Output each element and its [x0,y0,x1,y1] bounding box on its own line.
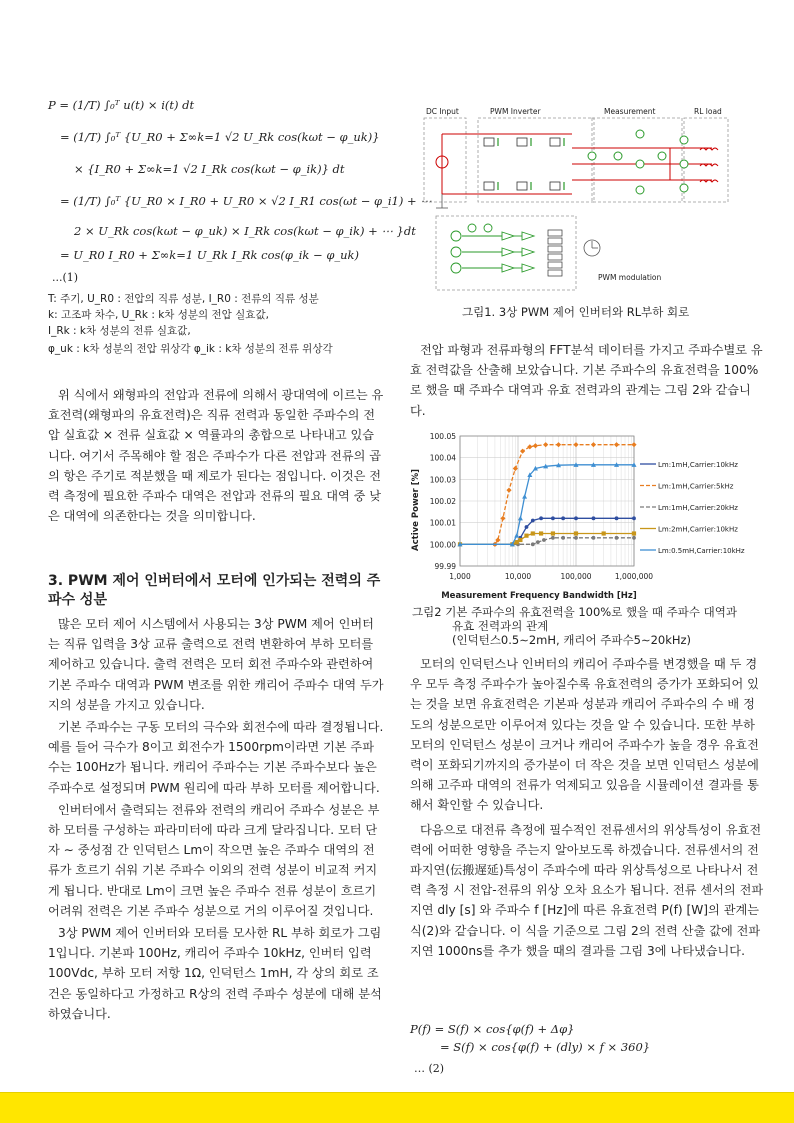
data-point [513,466,518,471]
data-point [631,442,636,447]
legend-label: Lm:1mH,Carrier:5kHz [658,482,734,491]
data-point [632,516,636,520]
data-point [518,516,523,521]
section-3-title: 3. PWM 제어 인버터에서 모터에 인가되는 전력의 주파수 성분 [48,573,381,608]
eq2-line1: P(f) = S(f) × cos{φ(f) + Δφ} [410,1022,575,1036]
data-point [551,516,555,520]
data-point [539,516,543,520]
data-point [573,442,578,447]
eq2-number: … (2) [414,1062,445,1075]
x-tick-label: 1,000 [449,572,471,581]
data-point [533,443,538,448]
figure-1-circuit [422,104,734,294]
data-point [531,542,535,546]
caption-line: 그림2 기본 주파수의 유효전력을 100%로 했을 때 주파수 대역과 [412,605,737,619]
right-body [410,654,765,961]
data-point [524,534,528,538]
eq1-line4: = (1/T) ∫₀ᵀ {U_R0 × I_R0 + U_R0 × √2 I_R1 cos(ωt − φ_i1) + ⋯ [60,194,432,208]
data-point [615,516,619,520]
x-tick-label: 1,000,000 [614,572,654,581]
label-pwm-modulation: PWM modulation [598,273,662,282]
right-paragraph-1 [410,340,765,421]
y-tick-label: 100.01 [429,518,456,528]
data-point [515,540,519,544]
x-tick-label: 10,000 [504,572,532,581]
paragraph-text: 모터의 인덕턴스나 인버터의 캐리어 주파수를 변경했을 때 두 경우 모두 측정 주파수가 높아질수록 유효전력의 증가가 포화되어 있는 것을 보면 유효전력은 기본파 성분과 캐리어 주파수의 수 배 정도의 성분으로만 이루어져 있다는 것을 알 수 있습니다. 또한 부하 모터의 인덕턴스 성분이 크거나 캐리어 주파수가 높을 경우 유효전력이 포화되기까지의 증가분이 더 작은 것을 보면 인덕턴스 성분에 의해 고주파 대역의 전류가 억제되고 있음을 시뮬레이션 결과를 통해서 확인할 수 있습니다. [410,657,759,813]
symbol-definitions [48,291,388,357]
label-measurement: Measurement [604,107,656,116]
data-point [522,494,527,499]
data-point [551,531,555,535]
paragraph-text: 전압 파형과 전류파형의 FFT분석 데이터를 가지고 주파수별로 유효 전력값을 산출해 보았습니다. 기본 주파수의 유효전력을 100%로 했을 때 주파수 대역과 유효 전력과의 관계는 그림 2와 같습니다. [410,343,763,418]
figure-2-caption [412,605,737,647]
data-point [536,540,540,544]
paragraph-text: 기본 주파수는 구동 모터의 극수와 회전수에 따라 결정됩니다. 예를 들어 극수가 8이고 회전수가 1500rpm이라면 기본 주파수는 100Hz가 됩니다. 캐리어 주파수는 기본 주파수보다 높은 주파수로 설정되며 PWM 원리에 따라 부하 모터를 제어합니다. [48,720,384,795]
data-point [518,538,522,542]
caption-line: 유효 전력과의 관계 [452,619,549,633]
y-tick-label: 100.03 [429,475,456,485]
legend-label: Lm:1mH,Carrier:10kHz [658,461,738,469]
data-point [527,444,532,449]
eq1-line6: = U_R0 I_R0 + Σ∞k=1 U_Rk I_Rk cos(φ_ik − φ_uk) [60,248,359,262]
symbol-line: I_Rk : k차 성분의 전류 실효값, [48,325,191,337]
y-tick-label: 100.02 [429,497,456,506]
y-tick-label: 100.04 [429,453,456,463]
data-point [539,531,543,535]
symbol-line: T: 주기, U_R0 : 전압의 직류 성분, I_R0 : 전류의 직류 성분 [48,293,319,305]
data-point [531,519,535,523]
y-axis-label: Active Power [%] [411,469,421,551]
paragraph-text: 위 식에서 왜형파의 전압과 전류에 의해서 광대역에 이르는 유효전력(왜형파의 유효전력)은 직류 전력과 동일한 주파수의 전압 실효값 × 전류 실효값 × 역률과의 총합으로 나타내고 있습니다. 여기서 주목해야 할 점은 주파수가 다른 전압과 전류의 곱의 항은 주기로 적분했을 때 제로가 된다는 점입니다. 이것은 전력 측정에 필요한 주파수 대역은 전압과 전류의 필요 대역 중 낮은 대역에 의존한다는 것을 의미합니다. [48,388,384,524]
data-point [561,516,565,520]
eq1-number: ...(1) [52,271,79,284]
eq2-line2: = S(f) × cos{φ(f) + (dly) × f × 360} [440,1040,651,1054]
symbol-line: φ_uk : k차 성분의 전압 위상각 φ_ik : k차 성분의 전류 위상각 [48,343,333,355]
series-line [495,445,634,545]
paragraph-text: 많은 모터 제어 시스템에서 사용되는 3상 PWM 제어 인버터는 직류 입력을 3상 교류 출력으로 전력 변환하여 부하 모터를 제어하고 있습니다. 출력 전력은 모터 회전 주파수와 관련하여 기본 주파수 대역과 PWM 변조를 위한 캐리어 주파수 대역 두가지의 성분을 가지고 있습니다. [48,617,384,712]
eq1-line3: × {I_R0 + Σ∞k=1 √2 I_Rk cos(kωt − φ_ik)} dt [74,162,345,176]
left-body [48,614,384,1024]
series-line [460,538,634,545]
footer-band [0,1093,794,1123]
label-dc-input: DC Input [426,107,459,116]
y-tick-label: 99.99 [434,562,456,571]
data-point [520,449,525,454]
data-point [561,536,565,540]
series-line [460,518,634,544]
data-point [531,531,535,535]
data-point [543,442,548,447]
data-point [614,442,619,447]
data-point [632,531,636,535]
eq1-line2: = (1/T) ∫₀ᵀ {U_R0 + Σ∞k=1 √2 U_Rk cos(kωt − φ_uk)} [60,130,380,144]
data-point [525,525,529,529]
data-point [556,442,561,447]
data-point [632,536,636,540]
series-line [460,465,634,545]
legend-label: Lm:1mH,Carrier:20kHz [658,504,738,512]
data-point [592,536,596,540]
data-point [574,536,578,540]
legend-label: Lm:2mH,Carrier:10kHz [658,525,738,534]
data-point [592,516,596,520]
data-point [591,442,596,447]
y-tick-label: 100.00 [429,540,456,550]
data-point [574,516,578,520]
symbol-line: k: 고조파 차수, U_Rk : k차 성분의 전압 실효값, [48,309,269,321]
legend-label: Lm:0.5mH,Carrier:10kHz [658,547,745,555]
label-pwm-inverter: PWM Inverter [490,107,541,116]
figure-2-chart [408,428,770,604]
data-point [551,536,555,540]
data-point [514,533,519,538]
paragraph-text: 인버터에서 출력되는 전류와 전력의 캐리어 주파수 성분은 부하 모터를 구성하는 파라미터에 따라 크게 달라집니다. 모터 단자 ∼ 중성점 간 인덕턴스 Lm이 작으면 높은 주파수 대역의 전류가 흐르기 쉬워 기본 주파수 이외의 전력 성분이 비교적 커지게 됩니다. 반대로 Lm이 크면 높은 주파수 전류 성분이 흐르기 어려워 전력은 기본 주파수 성분으로 거의 이루어질 것입니다. [48,802,380,918]
y-tick-label: 100.05 [429,432,456,441]
label-rl-load: RL load [694,107,722,116]
left-paragraph-1 [48,385,384,526]
data-point [500,516,505,521]
figure-1-caption: 그림1. 3상 PWM 제어 인버터와 RL부하 회로 [462,305,690,319]
eq1-line1: P = (1/T) ∫₀ᵀ u(t) × i(t) dt [48,98,195,112]
data-point [506,488,511,493]
data-point [615,536,619,540]
x-axis-label: Measurement Frequency Bandwidth [Hz] [441,591,637,601]
data-point [542,538,546,542]
data-point [574,531,578,535]
caption-line: (인덕턴스0.5∼2mH, 캐리어 주파수5∼20kHz) [452,633,692,647]
data-point [602,531,606,535]
paragraph-text: 다음으로 대전류 측정에 필수적인 전류센서의 위상특성이 유효전력에 어떠한 영향을 주는지 알아보도록 하겠습니다. 전류센서의 전파지연(伝搬遅延)특성이 주파수에 따라 위상특성으로 나타나서 전력 측정 시 전압-전류의 위상 오차 요소가 됩니다. 전류 센서의 전파지연 dly [s] 와 주파수 f [Hz]에 따른 유효전력 P(f) [W]의 관계는 식(2)와 같습니다. 이 식을 기준으로 그림 2의 전력 산출 값에 전파지연 1000ns를 추가 했을 때의 결과를 그림 3에 나타냈습니다. [410,822,764,958]
x-tick-label: 100,000 [560,572,592,581]
paragraph-text: 3상 PWM 제어 인버터와 모터를 모사한 RL 부하 회로가 그림 1입니다. 기본파 100Hz, 캐리어 주파수 10kHz, 인버터 입력 100Vdc, 부하 모터 저항 1Ω, 인덕턴스 1mH, 각 상의 회로 조건은 동일하다고 가정하고 R상의 전력 주파수 성분에 대해 분석하였습니다. [48,926,382,1021]
eq1-line5: 2 × U_Rk cos(kωt − φ_uk) × I_Rk cos(kωt − φ_ik) + ⋯ }dt [74,224,416,238]
